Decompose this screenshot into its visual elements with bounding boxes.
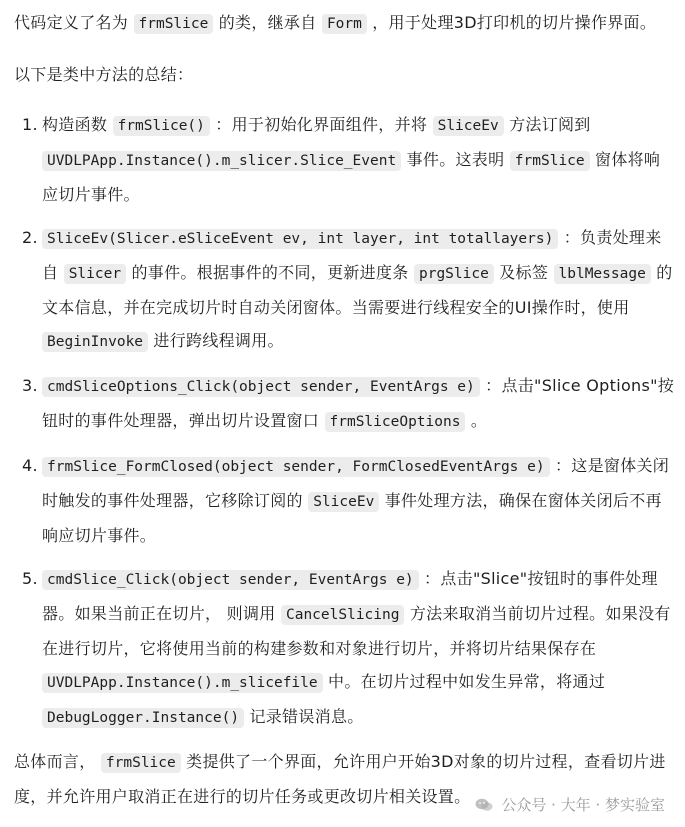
intro-text: 的类，继承自 [218, 13, 317, 32]
item-text: 的事件。根据事件的不同，更新进度条 [131, 263, 409, 282]
methods-list [14, 108, 676, 735]
list-number: 5. [22, 569, 38, 588]
inline-code: frmSlice [510, 151, 590, 171]
inline-code: DebugLogger.Instance() [42, 708, 244, 728]
item-text: ：用于初始化界面组件，并将 [215, 115, 428, 134]
list-number: 4. [22, 456, 38, 475]
inline-code: frmSlice [101, 753, 181, 773]
inline-code: frmSlice_FormClosed(object sender, FormClosedEventArgs e) [42, 457, 550, 477]
item-text: 窗体将响应切片事件。 [42, 150, 661, 204]
inline-code: frmSliceOptions [325, 412, 466, 432]
item-text: 事件处理方法，确保在窗体关闭后不再响应切片事件。 [42, 491, 662, 545]
base-class-code: Form [322, 14, 367, 34]
inline-code: SliceEv [308, 492, 379, 512]
inline-code: CancelSlicing [281, 605, 405, 625]
item-text: 构造函数 [42, 115, 108, 134]
item-text: 记录错误消息。 [249, 707, 364, 726]
inline-code: cmdSlice_Click(object sender, EventArgs e) [42, 570, 419, 590]
list-item [14, 108, 676, 211]
document-body [14, 6, 676, 813]
item-text: 进行跨线程调用。 [153, 331, 284, 350]
item-text: ：点击"Slice"按钮时的事件处理器。如果当前正在切片， 则调用 [42, 569, 658, 623]
summary-heading: 以下是类中方法的总结： [14, 65, 194, 84]
conclusion-text: 类提供了一个界面，允许用户开始3D对象的切片过程，查看切片进度，并允许用户取消正在进行的切片任务或更改切片相关设置。 [14, 752, 666, 806]
list-number: 2. [22, 228, 38, 247]
intro-text: ，用于处理3D打印机的切片操作界面。 [372, 13, 657, 32]
item-text: ：这是窗体关闭时触发的事件处理器，它移除订阅的 [42, 456, 670, 510]
class-name-code: frmSlice [134, 14, 214, 34]
item-text: 的文本信息，并在完成切片时自动关闭窗体。当需要进行线程安全的UI操作时，使用 [42, 263, 673, 317]
conclusion-text: 总体而言， [14, 752, 96, 771]
intro-text: 代码定义了名为 [14, 13, 129, 32]
item-text: 方法来取消当前切片过程。如果没有在进行切片，它将使用当前的构建参数和对象进行切片，并将切片结果保存在 [42, 604, 671, 658]
list-item [14, 369, 676, 439]
inline-code: lblMessage [554, 264, 651, 284]
item-text: ：负责处理来自 [42, 228, 662, 282]
inline-code: BeginInvoke [42, 332, 148, 352]
item-text: 中。在切片过程中如发生异常，将通过 [328, 672, 606, 691]
watermark-text: 公众号 · 大年 · 梦实验室 [501, 796, 665, 814]
list-item [14, 562, 676, 735]
inline-code: frmSlice() [113, 116, 210, 136]
inline-code: UVDLPApp.Instance().m_slicer.Slice_Event [42, 151, 401, 171]
inline-code: UVDLPApp.Instance().m_slicefile [42, 673, 323, 693]
item-text: 。 [470, 411, 488, 430]
wechat-icon [475, 798, 493, 812]
watermark [475, 794, 665, 815]
inline-code: SliceEv [433, 116, 504, 136]
inline-code: Slicer [64, 264, 126, 284]
intro-paragraph [14, 6, 676, 41]
list-item [14, 221, 676, 359]
item-text: 事件。这表明 [406, 150, 505, 169]
inline-code: prgSlice [414, 264, 494, 284]
list-item [14, 449, 676, 552]
item-text: 方法订阅到 [509, 115, 591, 134]
inline-code: cmdSliceOptions_Click(object sender, EventArgs e) [42, 377, 480, 397]
item-text: 及标签 [499, 263, 549, 282]
inline-code: SliceEv(Slicer.eSliceEvent ev, int layer, int totallayers) [42, 229, 558, 249]
list-number: 3. [22, 376, 38, 395]
item-text: ：点击"Slice Options"按钮时的事件处理器，弹出切片设置窗口 [42, 376, 675, 430]
list-number: 1. [22, 115, 38, 134]
